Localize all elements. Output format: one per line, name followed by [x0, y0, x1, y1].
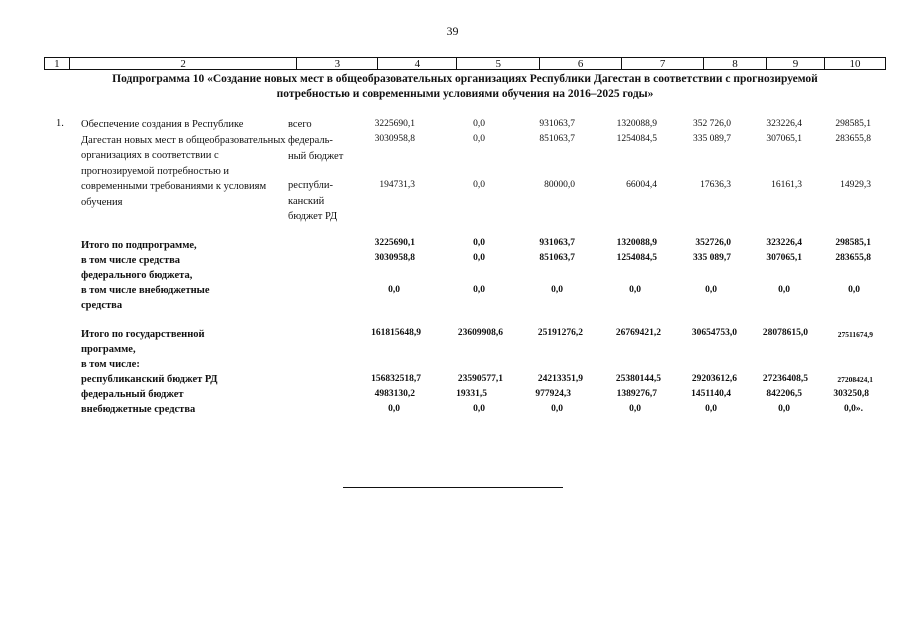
- program-federal-col7: 1389276,7: [616, 389, 657, 399]
- subtotal-total-col6: 931063,7: [539, 238, 575, 248]
- program-extra-col8: 0,0: [705, 404, 717, 414]
- subtotal-extra-col10: 0,0: [848, 285, 860, 295]
- subtotal-label: Итого по подпрограмме,: [81, 240, 197, 251]
- header-col-10: 10: [849, 58, 861, 70]
- source-federal-label: федераль-ный бюджет: [288, 135, 344, 162]
- program-extra-col7: 0,0: [629, 404, 641, 414]
- subtotal-extra-col5: 0,0: [473, 285, 485, 295]
- header-col-9: 9: [767, 58, 825, 69]
- program-total-label-1: Итого по государственной: [81, 329, 205, 340]
- program-federal-label: федеральный бюджет: [81, 389, 184, 400]
- program-total-col6: 25191276,2: [537, 328, 583, 338]
- header-col-7: 7: [622, 58, 704, 69]
- source-total-label: всего: [288, 119, 312, 130]
- item1-total-col9: 323226,4: [766, 119, 802, 129]
- subtotal-federal-col6: 851063,7: [539, 253, 575, 263]
- item1-total-col4: 3225690,1: [374, 119, 415, 129]
- column-number-header: [44, 57, 886, 70]
- header-col-2: 2: [70, 58, 298, 69]
- header-col-4: 4: [378, 58, 457, 69]
- item1-federal-col5: 0,0: [473, 134, 485, 144]
- subtotal-federal-label-2: федерального бюджета,: [81, 270, 193, 281]
- subtotal-federal-col5: 0,0: [473, 253, 485, 263]
- item1-republic-col8: 17636,3: [700, 180, 731, 190]
- item1-republic-col4: 194731,3: [379, 180, 415, 190]
- subtotal-total-col4: 3225690,1: [374, 238, 415, 248]
- header-col-8: 8: [704, 58, 767, 69]
- subtotal-total-col7: 1320088,9: [616, 238, 657, 248]
- subtotal-total-col9: 323226,4: [766, 238, 802, 248]
- program-republic-col5: 23590577,1: [457, 374, 503, 384]
- program-federal-col4: 4983130,2: [374, 389, 415, 399]
- item-number: 1.: [56, 118, 64, 129]
- header-col-1: 1: [45, 58, 70, 69]
- item1-total-col8: 352 726,0: [693, 119, 731, 129]
- item1-federal-col10: 283655,8: [835, 134, 871, 144]
- subprogram-title: [44, 72, 886, 102]
- program-extra-col5: 0,0: [473, 404, 485, 414]
- program-total-col9: 28078615,0: [762, 328, 808, 338]
- subtotal-total-col10: 298585,1: [835, 238, 871, 248]
- subprogram-title-line-1: Подпрограмма 10 «Создание новых мест в общеобразовательных организациях Республики Дагестан в соответствии с прогнозируемой: [112, 73, 818, 85]
- subtotal-federal-col4: 3030958,8: [374, 253, 415, 263]
- header-col-3: 3: [297, 58, 378, 69]
- subtotal-extra-label-1: в том числе внебюджетные: [81, 285, 210, 296]
- subtotal-extra-col7: 0,0: [629, 285, 641, 295]
- program-republic-col6: 24213351,9: [537, 374, 583, 384]
- subprogram-title-line-2: потребностью и современными условиями обучения на 2016–2025 годы»: [276, 88, 654, 100]
- subtotal-extra-col6: 0,0: [551, 285, 563, 295]
- program-total-col5: 23609908,6: [457, 328, 503, 338]
- program-total-col8: 30654753,0: [691, 328, 737, 338]
- item1-federal-col4: 3030958,8: [374, 134, 415, 144]
- subtotal-federal-col7: 1254084,5: [616, 253, 657, 263]
- program-republic-label: республиканский бюджет РД: [81, 374, 218, 385]
- program-federal-col8: 1451140,4: [691, 389, 731, 399]
- item1-total-col10: 298585,1: [835, 119, 871, 129]
- subtotal-extra-col9: 0,0: [778, 285, 790, 295]
- item1-federal-col6: 851063,7: [539, 134, 575, 144]
- program-extra-col4: 0,0: [388, 404, 400, 414]
- subtotal-extra-label-2: средства: [81, 300, 123, 311]
- item1-republic-col7: 66004,4: [626, 180, 657, 190]
- item1-republic-col9: 16161,3: [771, 180, 802, 190]
- program-republic-col8: 29203612,6: [691, 374, 737, 384]
- item1-total-col5: 0,0: [473, 119, 485, 129]
- item1-total-col7: 1320088,9: [616, 119, 657, 129]
- program-total-col10: 27511674,9: [837, 330, 873, 339]
- program-total-label-3: в том числе:: [81, 359, 140, 370]
- program-extra-col9: 0,0: [778, 404, 790, 414]
- item1-federal-col8: 335 089,7: [693, 134, 731, 144]
- subtotal-federal-col10: 283655,8: [835, 253, 871, 263]
- item1-federal-col9: 307065,1: [766, 134, 802, 144]
- footer-divider: [343, 487, 563, 488]
- program-total-label-2: программе,: [81, 344, 136, 355]
- item1-republic-col5: 0,0: [473, 180, 485, 190]
- program-total-col4: 161815648,9: [371, 328, 421, 338]
- program-federal-col6: 977924,3: [535, 389, 571, 399]
- subtotal-total-col5: 0,0: [473, 238, 485, 248]
- program-federal-col10: 303250,8: [833, 389, 869, 399]
- program-federal-col9: 842206,5: [766, 389, 802, 399]
- item1-total-col6: 931063,7: [539, 119, 575, 129]
- source-republic-label: республи-канский бюджет РД: [288, 180, 338, 222]
- subtotal-total-col8: 352726,0: [695, 238, 731, 248]
- header-col-6: 6: [540, 58, 622, 69]
- item1-republic-col10: 14929,3: [840, 180, 871, 190]
- item1-federal-col7: 1254084,5: [616, 134, 657, 144]
- item-description: Обеспечение создания в Республике Дагестан новых мест в общеобразовательных организациях в соответствии с прогнозируемой потребностью и современными требованиями к условиям обучения: [81, 119, 286, 208]
- program-republic-col10: 27208424,1: [837, 375, 873, 384]
- subtotal-extra-col8: 0,0: [705, 285, 717, 295]
- subtotal-extra-col4: 0,0: [388, 285, 400, 295]
- program-republic-col4: 156832518,7: [371, 374, 421, 384]
- subtotal-federal-col9: 307065,1: [766, 253, 802, 263]
- header-col-5: 5: [457, 58, 540, 69]
- subtotal-federal-col8: 335 089,7: [693, 253, 731, 263]
- program-republic-col7: 25380144,5: [615, 374, 661, 384]
- subtotal-federal-label-1: в том числе средства: [81, 255, 181, 266]
- program-republic-col9: 27236408,5: [762, 374, 808, 384]
- item1-republic-col6: 80000,0: [544, 180, 575, 190]
- program-extra-col6: 0,0: [551, 404, 563, 414]
- program-extra-label: внебюджетные средства: [81, 404, 196, 415]
- program-total-col7: 26769421,2: [615, 328, 661, 338]
- page-number: 39: [446, 24, 459, 38]
- program-federal-col5: 19331,5: [456, 389, 487, 399]
- program-extra-col10: 0,0».: [844, 404, 863, 414]
